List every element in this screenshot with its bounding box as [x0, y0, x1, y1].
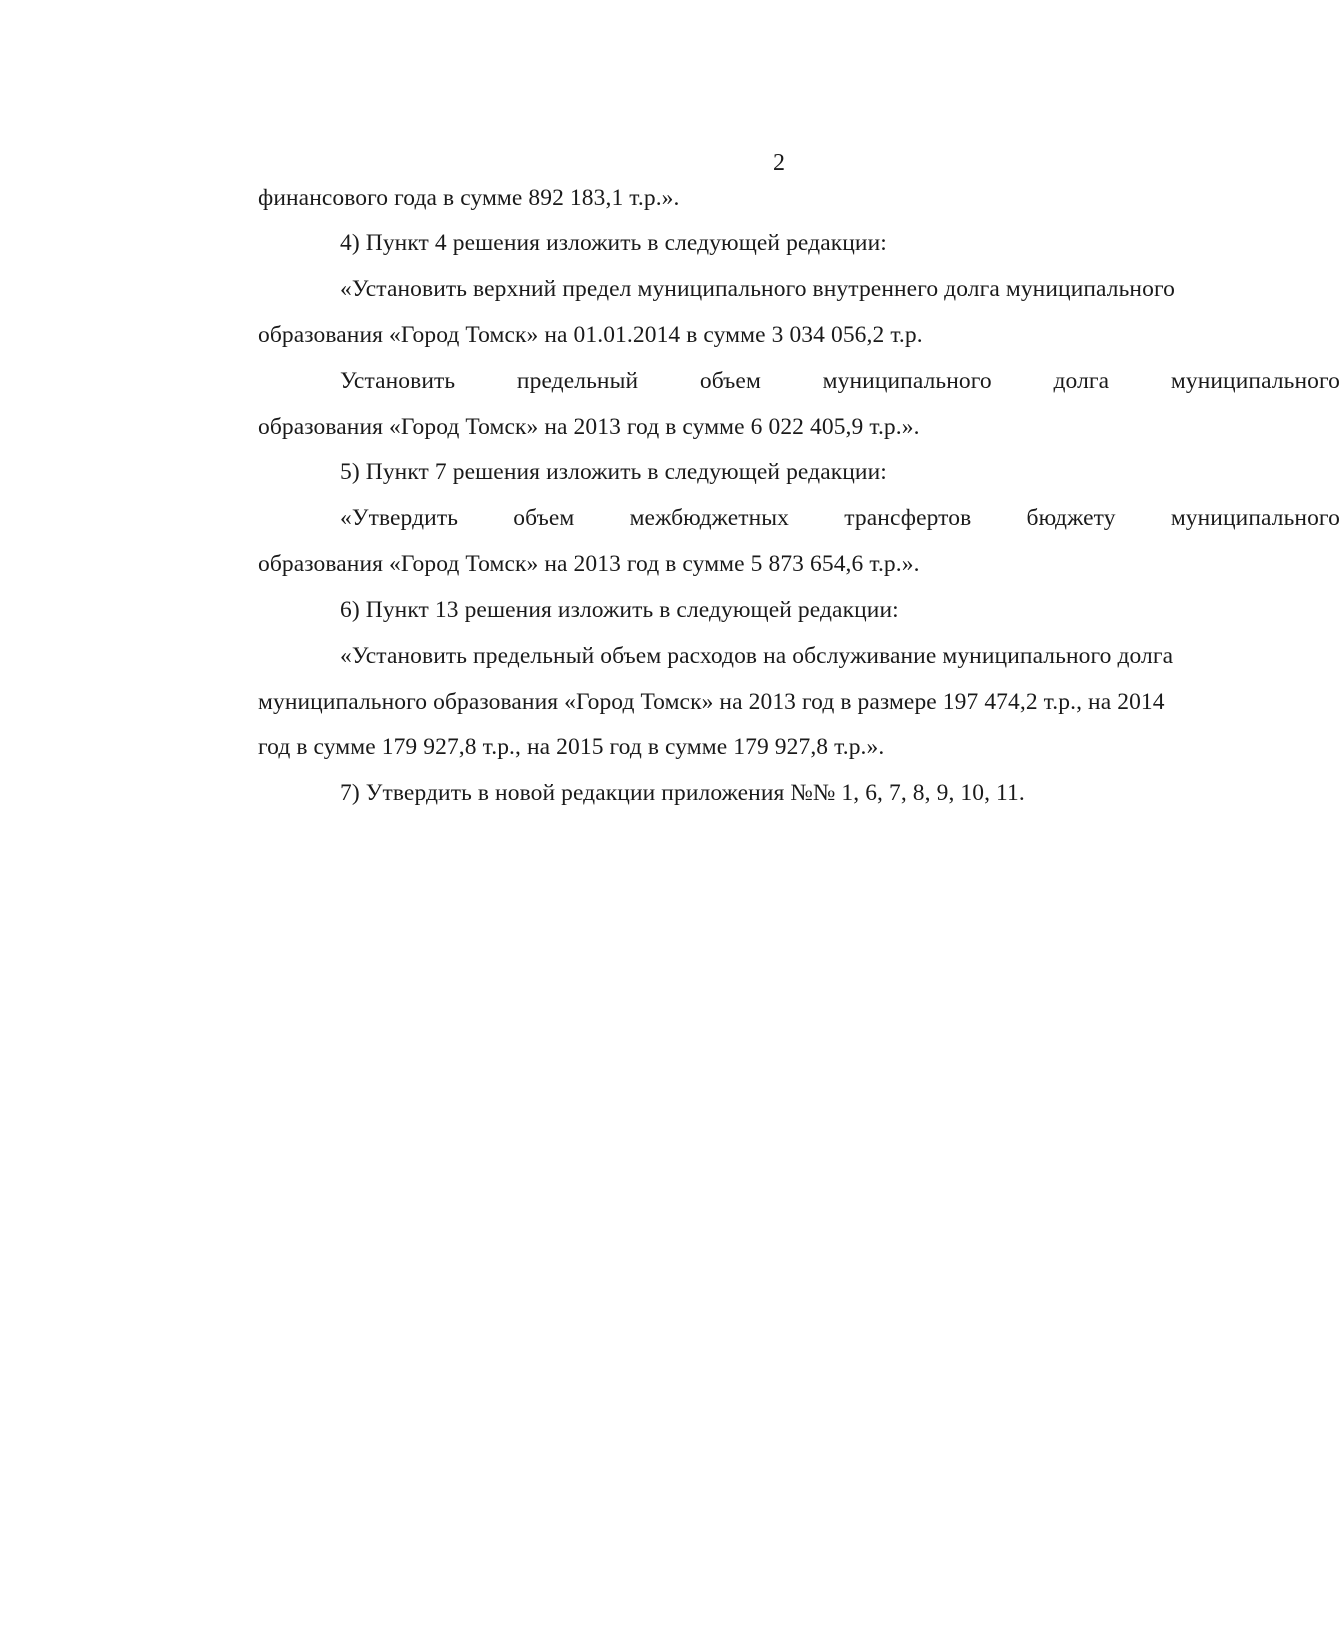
text-line: образования «Город Томск» на 2013 год в сумме 6 022 405,9 т.р.». — [258, 414, 920, 440]
word: трансфертов — [844, 505, 972, 531]
text-line: образования «Город Томск» на 01.01.2014 в сумме 3 034 056,2 т.р. — [258, 322, 923, 348]
text-line: финансового года в сумме 892 183,1 т.р.». — [258, 185, 680, 211]
text-line: 7) Утвердить в новой редакции приложения №№ 1, 6, 7, 8, 9, 10, 11. — [340, 780, 1025, 806]
word: объем — [699, 368, 761, 394]
word: муниципального — [822, 368, 992, 394]
word: бюджету — [1026, 505, 1116, 531]
justified-text-line — [340, 504, 1340, 532]
justified-text-line — [340, 367, 1340, 395]
word: муниципального — [1170, 368, 1340, 394]
word: долга — [1053, 368, 1110, 394]
word: Установить — [340, 368, 456, 394]
text-line: 6) Пункт 13 решения изложить в следующей редакции: — [340, 597, 899, 623]
text-line: «Установить предельный объем расходов на обслуживание муниципального долга — [340, 643, 1174, 669]
word: объем — [513, 505, 575, 531]
word: муниципального — [1170, 505, 1340, 531]
word: «Утвердить — [340, 505, 459, 531]
word: межбюджетных — [629, 505, 790, 531]
text-line: год в сумме 179 927,8 т.р., на 2015 год в сумме 179 927,8 т.р.». — [258, 734, 885, 760]
text-line: 5) Пункт 7 решения изложить в следующей редакции: — [340, 459, 887, 485]
text-line: муниципального образования «Город Томск» на 2013 год в размере 197 474,2 т.р., на 2014 — [258, 689, 1165, 715]
page-number: 2 — [773, 150, 785, 176]
word: предельный — [516, 368, 639, 394]
text-line: образования «Город Томск» на 2013 год в сумме 5 873 654,6 т.р.». — [258, 551, 920, 577]
text-line: «Установить верхний предел муниципального внутреннего долга муниципального — [340, 276, 1175, 302]
text-line: 4) Пункт 4 решения изложить в следующей редакции: — [340, 230, 887, 256]
